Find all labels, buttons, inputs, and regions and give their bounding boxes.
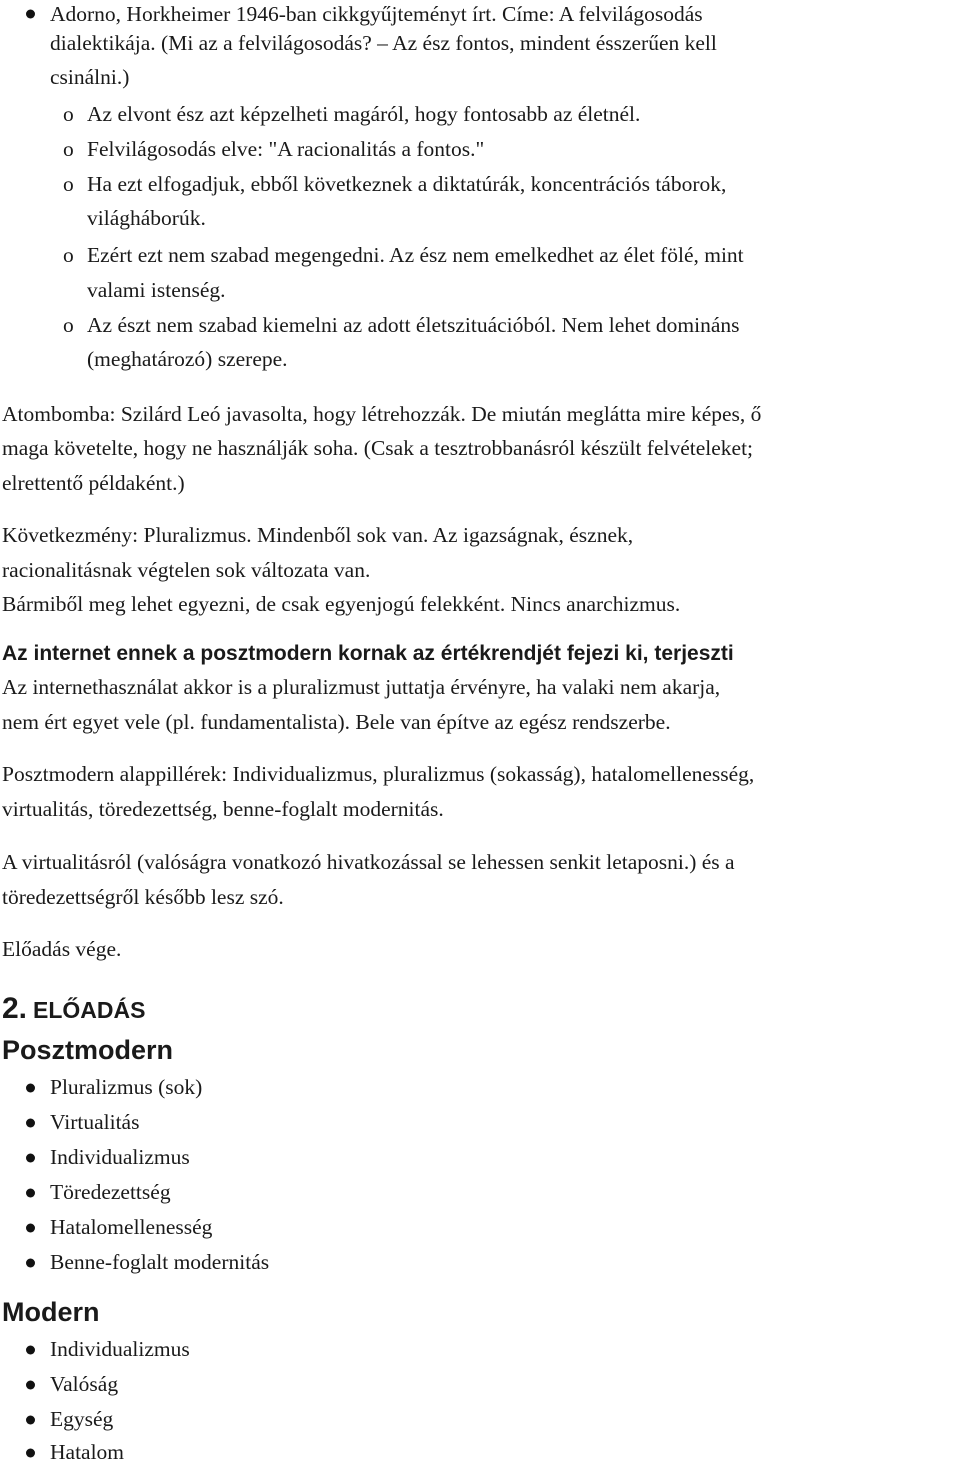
modern-item: Individualizmus (50, 1337, 190, 1361)
para-poszt-line-2: virtualitás, töredezettség, benne-foglalt modernitás. (2, 797, 444, 821)
sub-item-2: Felvilágosodás elve: "A racionalitás a fontos." (87, 137, 485, 161)
sub-marker-5: o (63, 313, 74, 337)
heading-posztmodern: Posztmodern (2, 1035, 174, 1065)
para-inet-line-1: Az internethasználat akkor is a pluralizmust juttatja érvényre, ha valaki nem akarja, (2, 675, 721, 699)
para-atom-line-1: Atombomba: Szilárd Leó javasolta, hogy létrehozzák. De miután meglátta mire képes, ő (2, 402, 762, 426)
para-atom-line-2: maga követelte, hogy ne használják soha. (Csak a tesztrobbanásról készült felvételeket; (2, 436, 754, 460)
sub-item-5b: (meghatározó) szerepe. (87, 347, 288, 371)
adorno-line-1: Adorno, Horkheimer 1946-ban cikkgyűjteményt írt. Címe: A felvilágosodás (50, 2, 703, 26)
para-vege: Előadás vége. (2, 937, 122, 961)
adorno-line-3: csinálni.) (50, 65, 130, 89)
sub-item-4a: Ezért ezt nem szabad megengedni. Az ész nem emelkedhet az élet fölé, mint (87, 243, 744, 267)
heading-modern: Modern (2, 1297, 100, 1327)
lecture-2-heading (2, 992, 145, 1026)
posztmodern-item: Hatalomellenesség (50, 1215, 213, 1239)
posztmodern-item: Benne-foglalt modernitás (50, 1250, 270, 1274)
posztmodern-item: Pluralizmus (sok) (50, 1075, 203, 1099)
modern-item: Hatalom (50, 1440, 125, 1464)
posztmodern-item: Töredezettség (50, 1180, 171, 1204)
sub-item-5a: Az észt nem szabad kiemelni az adott életszituációból. Nem lehet domináns (87, 313, 740, 337)
para-atom-line-3: elrettentő példaként.) (2, 471, 185, 495)
bullet-item-adorno (50, 0, 703, 28)
posztmodern-item: Individualizmus (50, 1145, 190, 1169)
sub-marker-4: o (63, 243, 74, 267)
lecture-number: 2. (2, 992, 28, 1025)
para-inet-line-2: nem ért egyet vele (pl. fundamentalista). Bele van építve az egész rendszerbe. (2, 710, 671, 734)
para-barmi: Bármiből meg lehet egyezni, de csak egyenjogú felekként. Nincs anarchizmus. (2, 592, 681, 616)
modern-item: Valóság (50, 1372, 119, 1396)
adorno-line-2: dialektikája. (Mi az a felvilágosodás? – Az ész fontos, mindent ésszerűen kell (50, 31, 717, 55)
sub-item-3a: Ha ezt elfogadjuk, ebből következnek a diktatúrák, koncentrációs táborok, (87, 172, 727, 196)
posztmodern-item: Virtualitás (50, 1110, 140, 1134)
heading-internet: Az internet ennek a posztmodern kornak az értékrendjét fejezi ki, terjeszti (2, 642, 734, 665)
sub-marker-1: o (63, 102, 74, 126)
sub-item-1: Az elvont ész azt képzelheti magáról, hogy fontosabb az életnél. (87, 102, 641, 126)
para-kov-line-2: racionalitásnak végtelen sok változata van. (2, 558, 371, 582)
lecture-label: ELŐADÁS (33, 997, 146, 1023)
sub-marker-3: o (63, 172, 74, 196)
sub-marker-2: o (63, 137, 74, 161)
sub-item-3b: világháborúk. (87, 206, 206, 230)
modern-item: Egység (50, 1407, 114, 1431)
para-poszt-line-1: Posztmodern alappillérek: Individualizmus, pluralizmus (sokasság), hatalomellenesség, (2, 762, 755, 786)
para-virt-line-2: töredezettségről később lesz szó. (2, 885, 284, 909)
sub-item-4b: valami istenség. (87, 278, 226, 302)
para-kov-line-1: Következmény: Pluralizmus. Mindenből sok van. Az igazságnak, észnek, (2, 523, 634, 547)
para-virt-line-1: A virtualitásról (valóságra vonatkozó hivatkozással se lehessen senkit letaposni.) és a (2, 850, 735, 874)
